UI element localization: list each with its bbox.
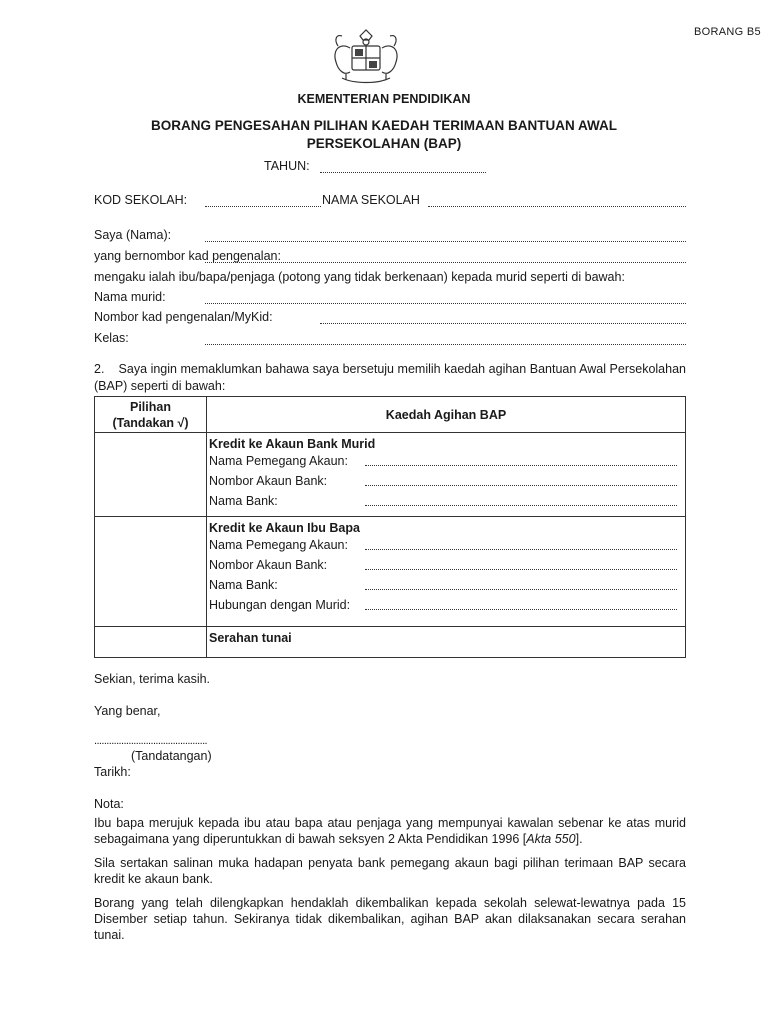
option1-bank-field[interactable] bbox=[365, 505, 677, 506]
mykid-field[interactable] bbox=[320, 323, 686, 324]
kad-pengenalan-field[interactable] bbox=[205, 262, 686, 263]
option2-title: Kredit ke Akaun Ibu Bapa bbox=[209, 521, 360, 535]
option2-account-field[interactable] bbox=[365, 569, 677, 570]
nama-sekolah-label: NAMA SEKOLAH bbox=[322, 193, 420, 207]
form-title bbox=[100, 117, 668, 153]
form-code: BORANG B5 bbox=[694, 26, 761, 38]
tahun-field[interactable] bbox=[320, 172, 486, 173]
yang-benar-text: Yang benar, bbox=[94, 704, 161, 718]
option1-checkbox-cell[interactable] bbox=[95, 433, 207, 517]
kad-pengenalan-label: yang bernombor kad pengenalan: bbox=[94, 249, 281, 263]
pilihan-header-line2: (Tandakan √) bbox=[112, 415, 189, 430]
form-title-line2: PERSEKOLAHAN (BAP) bbox=[306, 136, 462, 151]
akta-550-ref: Akta 550 bbox=[526, 832, 576, 846]
pilihan-header bbox=[95, 397, 207, 433]
option2-row-holder: Nama Pemegang Akaun: bbox=[207, 535, 685, 555]
option1-account-field[interactable] bbox=[365, 485, 677, 486]
nama-murid-field[interactable] bbox=[205, 303, 686, 304]
nama-murid-label: Nama murid: bbox=[94, 290, 166, 304]
kod-sekolah-field[interactable] bbox=[205, 206, 321, 207]
closing-text: Sekian, terima kasih. bbox=[94, 672, 211, 686]
option3-checkbox-cell[interactable] bbox=[95, 627, 207, 658]
option3-detail-cell bbox=[207, 627, 686, 658]
kaedah-header: Kaedah Agihan BAP bbox=[207, 397, 686, 433]
nota-3: Borang yang telah dilengkapkan hendaklah dikembalikan kepada sekolah selewat-lewatnya pada 15 Disember setiap tahun. Sekiranya tidak dikembalikan, agihan BAP akan dilaksanakan secara serahan tunai. bbox=[94, 896, 686, 942]
option2-row-relationship: Hubungan dengan Murid: bbox=[207, 595, 685, 615]
table-row-option3 bbox=[95, 627, 686, 658]
kod-sekolah-label: KOD SEKOLAH: bbox=[94, 193, 188, 207]
form-title-line1: BORANG PENGESAHAN PILIHAN KAEDAH TERIMAAN BANTUAN AWAL bbox=[150, 118, 617, 133]
option3-title: Serahan tunai bbox=[209, 631, 292, 645]
option2-row-bank: Nama Bank: bbox=[207, 575, 685, 595]
saya-nama-field[interactable] bbox=[205, 241, 686, 242]
kelas-label: Kelas: bbox=[94, 331, 129, 345]
nota-1: Ibu bapa merujuk kepada ibu atau bapa atau penjaga yang mempunyai kawalan sebenar ke atas murid sebagaimana yang diperuntukkan di bawah seksyen 2 Akta Pendidikan 1996 [Akta 550]. bbox=[94, 816, 686, 846]
mengaku-text: mengaku ialah ibu/bapa/penjaga (potong yang tidak berkenaan) kepada murid seperti di bawah: bbox=[94, 270, 625, 284]
nama-sekolah-field[interactable] bbox=[428, 206, 686, 207]
section-2-text: 2. Saya ingin memaklumkan bahawa saya bersetuju memilih kaedah agihan Bantuan Awal Persekolahan (BAP) seperti di bawah: bbox=[94, 362, 686, 393]
option1-detail-cell bbox=[207, 433, 686, 517]
signature-label: (Tandatangan) bbox=[131, 749, 212, 763]
mykid-label: Nombor kad pengenalan/MyKid: bbox=[94, 310, 273, 324]
option2-checkbox-cell[interactable] bbox=[95, 517, 207, 627]
option2-relationship-field[interactable] bbox=[365, 609, 677, 610]
option1-row-bank: Nama Bank: bbox=[207, 491, 685, 511]
option2-row-account: Nombor Akaun Bank: bbox=[207, 555, 685, 575]
bap-method-table bbox=[94, 396, 686, 658]
nota-2: Sila sertakan salinan muka hadapan penyata bank pemegang akaun bagi pilihan terimaan BAP secara kredit ke akaun bank. bbox=[94, 856, 686, 886]
option2-holder-field[interactable] bbox=[365, 549, 677, 550]
ministry-name: KEMENTERIAN PENDIDIKAN bbox=[297, 92, 471, 106]
option1-holder-field[interactable] bbox=[365, 465, 677, 466]
option1-title: Kredit ke Akaun Bank Murid bbox=[209, 437, 376, 451]
table-header-row bbox=[95, 397, 686, 433]
table-row-option1 bbox=[95, 433, 686, 517]
nota-title: Nota: bbox=[94, 797, 124, 811]
table-row-option2 bbox=[95, 517, 686, 627]
kelas-field[interactable] bbox=[205, 344, 686, 345]
option1-row-holder: Nama Pemegang Akaun: bbox=[207, 451, 685, 471]
option1-row-account: Nombor Akaun Bank: bbox=[207, 471, 685, 491]
tahun-label: TAHUN: bbox=[264, 159, 310, 173]
option2-bank-field[interactable] bbox=[365, 589, 677, 590]
coat-of-arms-icon bbox=[324, 28, 408, 86]
option2-detail-cell bbox=[207, 517, 686, 627]
signature-line[interactable]: .............................................. bbox=[94, 735, 207, 747]
pilihan-header-line1: Pilihan bbox=[130, 399, 171, 414]
tarikh-label: Tarikh: bbox=[94, 765, 131, 779]
saya-nama-label: Saya (Nama): bbox=[94, 228, 172, 242]
